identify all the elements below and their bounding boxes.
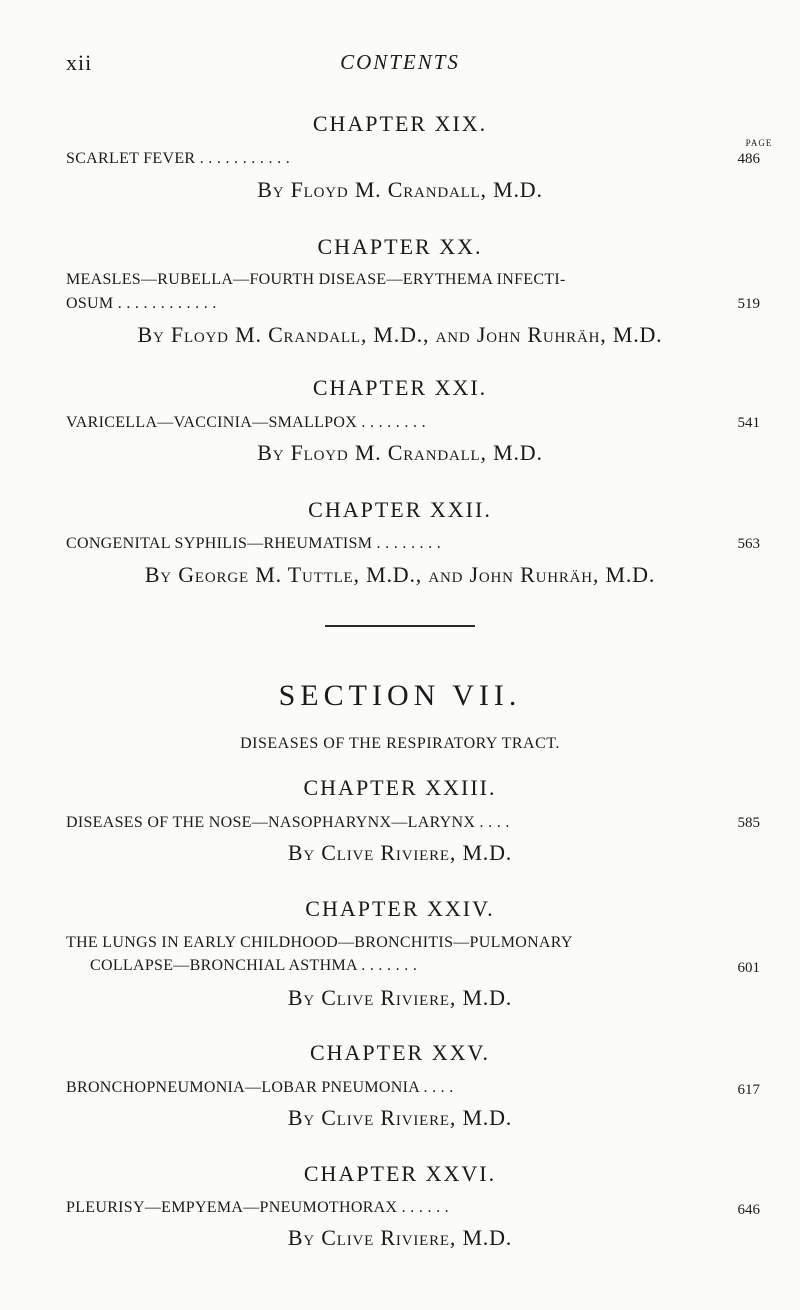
page-number: 617 xyxy=(737,1082,760,1098)
chapter-title: PLEURISY—EMPYEMA—PNEUMOTHORAX . . . . . . xyxy=(66,1199,449,1216)
chapter-title: SCARLET FEVER . . . . . . . . . . . xyxy=(66,150,290,167)
chapter-heading: CHAPTER XIX. xyxy=(312,111,488,136)
section-heading: SECTION VII. xyxy=(278,679,522,712)
chapter-title: DISEASES OF THE NOSE—NASOPHARYNX—LARYNX . . . . xyxy=(66,814,510,831)
page-number: 585 xyxy=(737,815,760,831)
chapter-author: By Clive Riviere, M.D. xyxy=(287,1105,513,1130)
section-subtitle: DISEASES OF THE RESPIRATORY TRACT. xyxy=(240,735,560,752)
chapter-heading: CHAPTER XXIII. xyxy=(303,775,497,800)
chapter-heading: CHAPTER XXVI. xyxy=(303,1161,497,1186)
chapter-heading: CHAPTER XXI. xyxy=(312,375,488,400)
chapter-heading: CHAPTER XXIV. xyxy=(305,896,495,921)
chapter-title: VARICELLA—VACCINIA—SMALLPOX . . . . . . . . xyxy=(66,414,426,431)
page-number: 541 xyxy=(737,415,760,431)
section-divider xyxy=(325,625,475,627)
page-number: 563 xyxy=(737,536,760,552)
page-number: 486 xyxy=(737,151,760,167)
chapter-author: By Clive Riviere, M.D. xyxy=(287,1225,513,1250)
chapter-heading: CHAPTER XX. xyxy=(317,234,483,259)
chapter-title: MEASLES—RUBELLA—FOURTH DISEASE—ERYTHEMA INFECTI- xyxy=(66,271,566,288)
chapter-heading: CHAPTER XXII. xyxy=(308,497,492,522)
page-folio: xii xyxy=(66,50,93,75)
chapter-author: By Clive Riviere, M.D. xyxy=(287,985,513,1010)
chapter-title: THE LUNGS IN EARLY CHILDHOOD—BRONCHITIS—PULMONARY xyxy=(66,934,573,951)
chapter-title-continued: OSUM . . . . . . . . . . . . xyxy=(66,295,217,312)
chapter-heading: CHAPTER XXV. xyxy=(309,1040,491,1065)
page-number: 646 xyxy=(737,1202,760,1218)
page-column-label: PAGE xyxy=(745,138,773,148)
chapter-author: By Floyd M. Crandall, M.D. xyxy=(257,440,543,465)
chapter-title: BRONCHOPNEUMONIA—LOBAR PNEUMONIA . . . . xyxy=(66,1079,454,1096)
running-head: CONTENTS xyxy=(340,50,460,74)
chapter-author: By Floyd M. Crandall, M.D., and John Ruhräh, M.D. xyxy=(137,322,663,347)
page-number: 519 xyxy=(737,296,760,312)
chapter-title-continued: COLLAPSE—BRONCHIAL ASTHMA . . . . . . . xyxy=(90,957,418,974)
page-number: 601 xyxy=(737,960,760,976)
chapter-author: By George M. Tuttle, M.D., and John Ruhräh, M.D. xyxy=(144,562,656,587)
chapter-author: By Floyd M. Crandall, M.D. xyxy=(257,177,543,202)
chapter-author: By Clive Riviere, M.D. xyxy=(287,840,513,865)
chapter-title: CONGENITAL SYPHILIS—RHEUMATISM . . . . . . . . xyxy=(66,535,442,552)
